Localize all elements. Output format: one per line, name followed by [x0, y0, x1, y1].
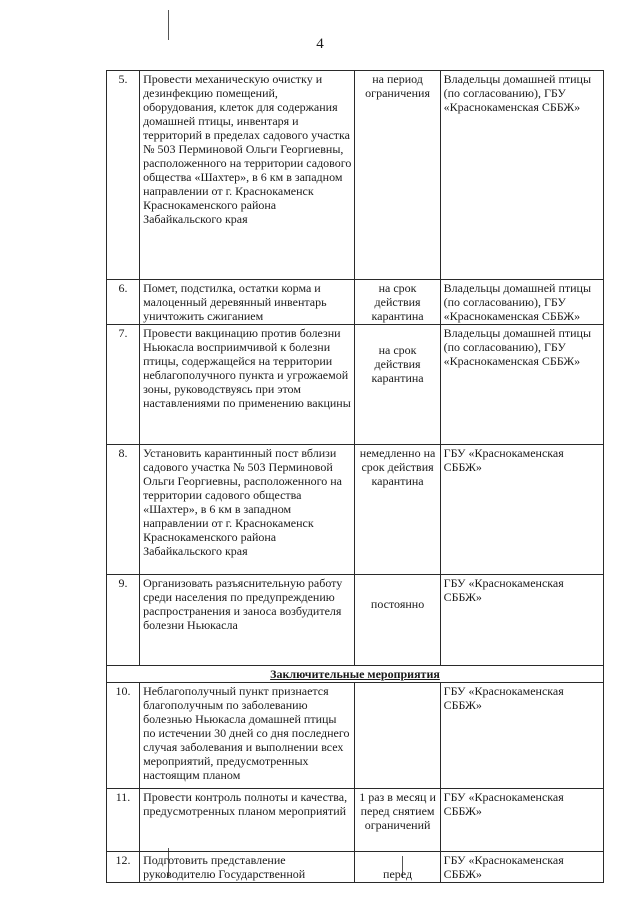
table-row [107, 445, 604, 575]
row-term: на срок действия карантина [355, 325, 440, 445]
row-number: 12. [107, 852, 140, 883]
row-term [355, 683, 440, 789]
row-executor: Владельцы домашней птицы (по согласованию), ГБУ «Краснокаменская СББЖ» [440, 280, 603, 325]
page-number: 4 [316, 36, 324, 52]
table-row [107, 280, 604, 325]
row-executor: ГБУ «Краснокаменская СББЖ» [440, 445, 603, 575]
row-action: Провести контроль полноты и качества, предусмотренных планом мероприятий [140, 789, 355, 852]
row-term: 1 раз в месяц и перед снятием ограничений [355, 789, 440, 852]
row-executor: ГБУ «Краснокаменская СББЖ» [440, 789, 603, 852]
row-action: Подготовить представление руководителю Государственной [140, 852, 355, 883]
row-executor: ГБУ «Краснокаменская СББЖ» [440, 852, 603, 883]
row-number: 11. [107, 789, 140, 852]
row-executor: Владельцы домашней птицы (по согласованию), ГБУ «Краснокаменская СББЖ» [440, 71, 603, 280]
table-row [107, 852, 604, 883]
row-action: Провести механическую очистку и дезинфекцию помещений, оборудования, клеток для содержания домашней птицы, инвентаря и территорий в пределах садового участка № 503 Перминовой Ольги Георгиевны, расположенного на территории садового общества «Шахтер», в 6 км в западном направлении от г. Краснокаменск Краснокаменского района Забайкальского края [140, 71, 355, 280]
row-number: 8. [107, 445, 140, 575]
table-row [107, 71, 604, 280]
row-action: Организовать разъяснительную работу среди населения по предупреждению распространения и заноса возбудителя болезни Ньюкасла [140, 575, 355, 666]
row-action: Установить карантинный пост вблизи садового участка № 503 Перминовой Ольги Георгиевны, расположенного на территории садового общества «Шахтер», в 6 км в западном направлении от г. Краснокаменск Краснокаменского района Забайкальского края [140, 445, 355, 575]
table-row [107, 325, 604, 445]
row-number: 5. [107, 71, 140, 280]
table-row [107, 575, 604, 666]
row-executor: ГБУ «Краснокаменская СББЖ» [440, 575, 603, 666]
row-action: Провести вакцинацию против болезни Ньюкасла восприимчивой к болезни птицы, содержащейся на территории неблагополучного пункта и угрожаемой зоны, руководствуясь при этом наставлениями по применению вакцины [140, 325, 355, 445]
row-number: 10. [107, 683, 140, 789]
row-executor: Владельцы домашней птицы (по согласованию), ГБУ «Краснокаменская СББЖ» [440, 325, 603, 445]
row-executor: ГБУ «Краснокаменская СББЖ» [440, 683, 603, 789]
row-term: на срок действия карантина [355, 280, 440, 325]
table-row [107, 789, 604, 852]
section-row [107, 666, 604, 683]
section-title: Заключительные мероприятия [107, 666, 604, 683]
row-action: Неблагополучный пункт признается благополучным по заболеванию болезнью Ньюкасла домашней птицы по истечении 30 дней со дня последнего случая заболевания и выполнении всех мероприятий, предусмотренных настоящим планом [140, 683, 355, 789]
row-term: немедленно на срок действия карантина [355, 445, 440, 575]
row-action: Помет, подстилка, остатки корма и малоценный деревянный инвентарь уничтожить сжиганием [140, 280, 355, 325]
row-term: постоянно [355, 575, 440, 666]
table-row [107, 683, 604, 789]
row-number: 9. [107, 575, 140, 666]
row-term: на период ограничения [355, 71, 440, 280]
measures-table [106, 70, 604, 883]
row-number: 7. [107, 325, 140, 445]
row-term: перед [355, 852, 440, 883]
row-number: 6. [107, 280, 140, 325]
